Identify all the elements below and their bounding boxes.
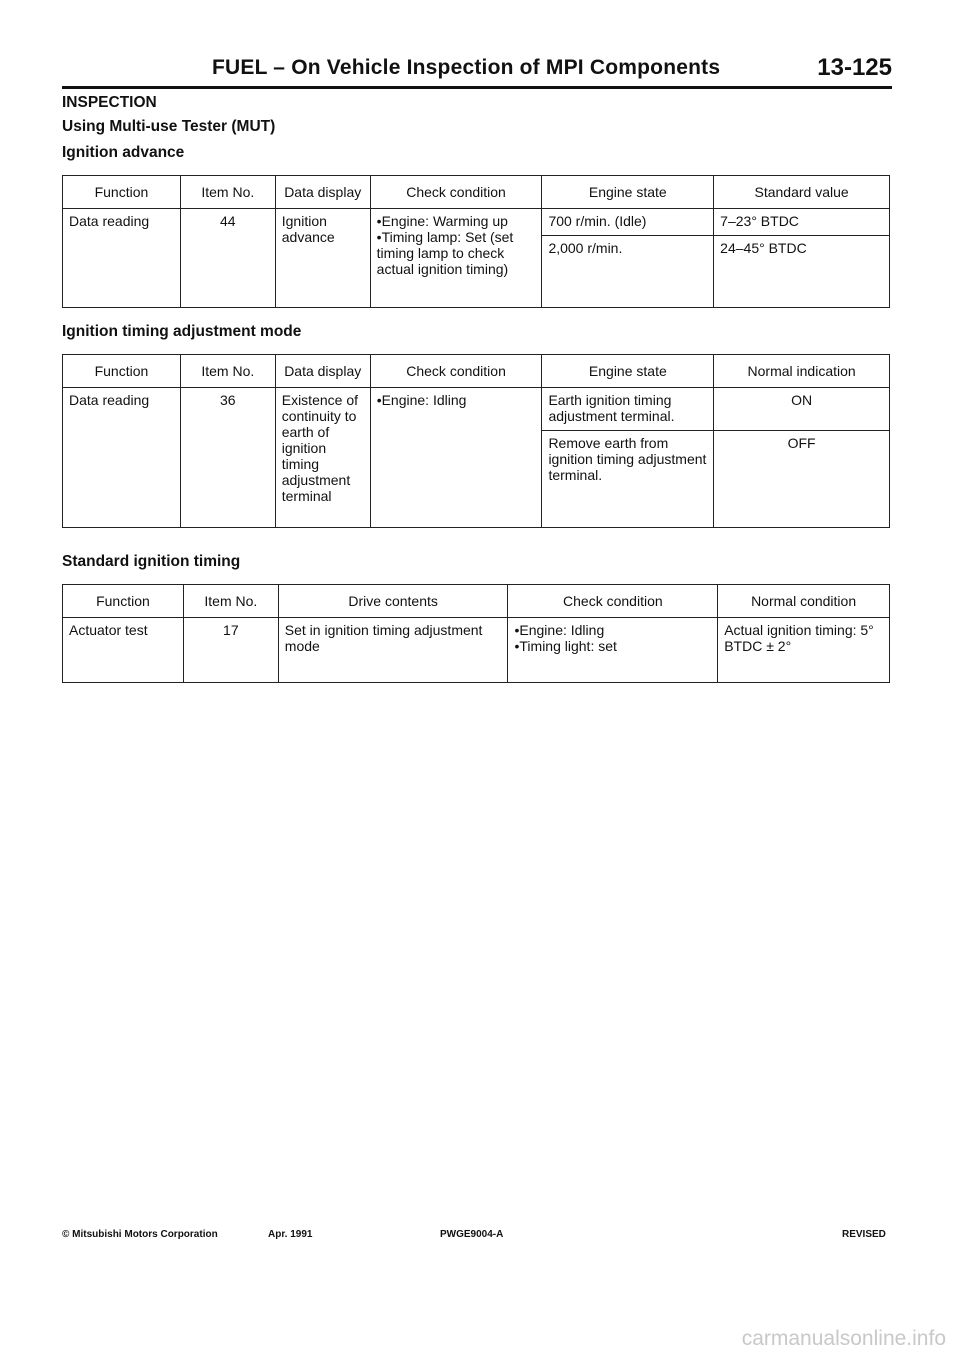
cell-item-no: 17 — [183, 618, 278, 683]
col-header-function: Function — [63, 585, 184, 618]
cell-normal-indication: ON — [714, 388, 890, 431]
page-title: FUEL – On Vehicle Inspection of MPI Components — [212, 56, 721, 79]
cell-function: Actuator test — [63, 618, 184, 683]
col-header-item-no: Item No. — [183, 585, 278, 618]
cell-item-no: 44 — [180, 209, 275, 308]
cell-check-condition — [508, 618, 718, 683]
footer-copyright: © Mitsubishi Motors Corporation — [62, 1229, 218, 1240]
standard-timing-table — [62, 584, 890, 683]
col-header-drive-contents: Drive contents — [278, 585, 508, 618]
table-row — [63, 209, 890, 236]
section-heading-inspection: INSPECTION — [62, 94, 157, 111]
col-header-engine-state: Engine state — [542, 355, 714, 388]
col-header-standard-value: Standard value — [714, 176, 890, 209]
check-condition-line: •Timing light: set — [514, 638, 617, 654]
col-header-normal-indication: Normal indication — [714, 355, 890, 388]
footer-status: REVISED — [842, 1229, 886, 1240]
table-header-row — [63, 585, 890, 618]
col-header-item-no: Item No. — [180, 355, 275, 388]
col-header-check-condition: Check condition — [370, 176, 542, 209]
section-heading-standard-timing: Standard ignition timing — [62, 553, 241, 570]
col-header-check-condition: Check condition — [508, 585, 718, 618]
cell-check-condition: •Engine: Idling — [370, 388, 542, 528]
cell-data-display: Ignition advance — [275, 209, 370, 308]
col-header-function: Function — [63, 176, 181, 209]
col-header-data-display: Data display — [275, 176, 370, 209]
cell-engine-state: Remove earth from ignition timing adjustment terminal. — [542, 431, 714, 528]
section-heading-adjustment-mode: Ignition timing adjustment mode — [62, 323, 302, 340]
watermark: carmanualsonline.info — [741, 1327, 946, 1350]
cell-function: Data reading — [63, 209, 181, 308]
cell-check-condition — [370, 209, 542, 308]
table-header-row — [63, 355, 890, 388]
cell-function: Data reading — [63, 388, 181, 528]
table-row — [63, 388, 890, 431]
cell-engine-state: 2,000 r/min. — [542, 236, 714, 308]
cell-standard-value: 7–23° BTDC — [714, 209, 890, 236]
section-heading-mut: Using Multi-use Tester (MUT) — [62, 118, 276, 135]
cell-engine-state: 700 r/min. (Idle) — [542, 209, 714, 236]
col-header-function: Function — [63, 355, 181, 388]
table-row — [63, 618, 890, 683]
footer-code: PWGE9004-A — [440, 1229, 504, 1240]
col-header-check-condition: Check condition — [370, 355, 542, 388]
cell-engine-state: Earth ignition timing adjustment terminal. — [542, 388, 714, 431]
cell-normal-condition: Actual ignition timing: 5° BTDC ± 2° — [718, 618, 890, 683]
col-header-item-no: Item No. — [180, 176, 275, 209]
cell-standard-value: 24–45° BTDC — [714, 236, 890, 308]
col-header-data-display: Data display — [275, 355, 370, 388]
check-condition-line: •Engine: Warming up — [376, 213, 508, 229]
section-heading-ignition-advance: Ignition advance — [62, 144, 185, 161]
check-condition-line: •Timing lamp: Set (set timing lamp to check actual ignition timing) — [376, 229, 514, 277]
col-header-engine-state: Engine state — [542, 176, 714, 209]
page-number: 13-125 — [817, 54, 892, 81]
col-header-normal-condition: Normal condition — [718, 585, 890, 618]
table-header-row — [63, 176, 890, 209]
check-condition-line: •Engine: Idling — [514, 622, 605, 638]
cell-normal-indication: OFF — [714, 431, 890, 528]
cell-item-no: 36 — [180, 388, 275, 528]
footer-date: Apr. 1991 — [268, 1229, 313, 1240]
page-header — [62, 52, 892, 89]
ignition-advance-table — [62, 175, 890, 308]
cell-data-display: Existence of continuity to earth of ignition timing adjustment terminal — [275, 388, 370, 528]
adjustment-mode-table — [62, 354, 890, 528]
cell-drive-contents: Set in ignition timing adjustment mode — [278, 618, 508, 683]
